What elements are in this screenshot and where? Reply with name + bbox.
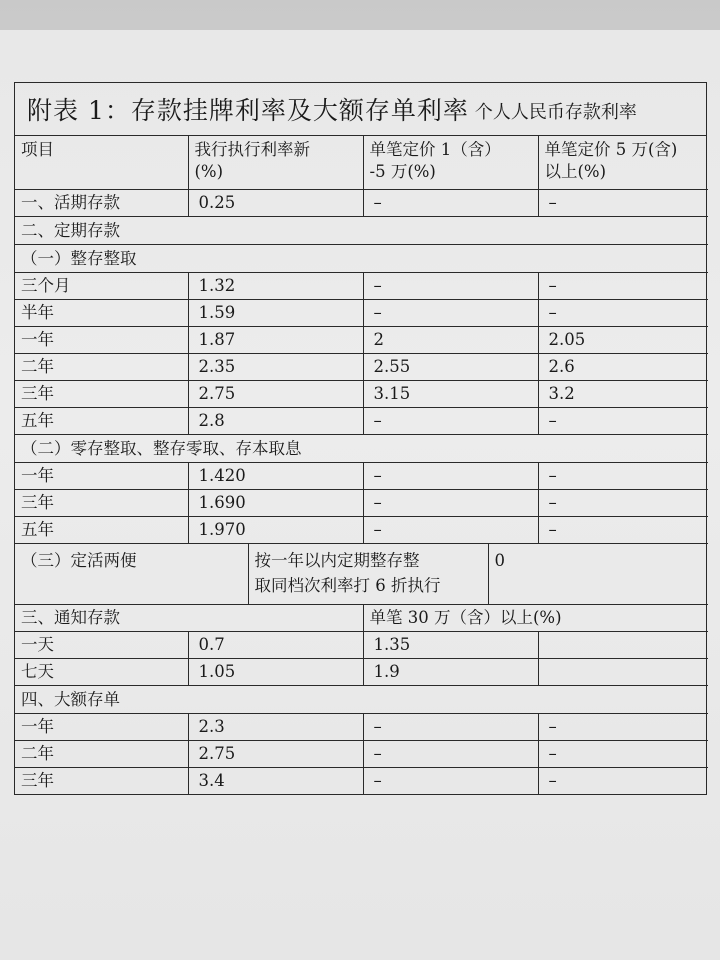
empty-cell [538,632,708,659]
tier1-cell: – [363,490,538,517]
term-cell: 一年 [15,463,188,490]
tier1-cell: 1.35 [363,632,538,659]
rate-cell: 1.420 [188,463,363,490]
term-cell: 三个月 [15,273,188,300]
section-row [15,245,708,273]
header-item: 项目 [15,136,188,190]
section-label: 二、定期存款 [15,217,708,245]
tier2-cell: – [538,408,708,435]
table-row [15,463,708,490]
flexible-deposit-row [15,544,708,605]
rate-cell: 1.32 [188,273,363,300]
table-row [15,354,708,381]
term-cell: 二年 [15,741,188,768]
empty-cell [538,659,708,686]
tier2-cell: – [538,463,708,490]
table-row [15,714,708,741]
section-label: （一）整存整取 [15,245,708,273]
page-subtitle: 个人人民币存款利率 [474,102,637,123]
tier2-cell: – [538,517,708,544]
table-row [15,490,708,517]
tier1-cell: – [363,714,538,741]
header-5wan-plus: 单笔定价 5 万(含) 以上(%) [538,136,708,190]
flexible-rule: 按一年以内定期整存整 取同档次利率打 6 折执行 [248,544,488,605]
table-row [15,632,708,659]
tier1-cell: – [363,741,538,768]
table-row [15,517,708,544]
rate-cell: 2.8 [188,408,363,435]
table-row [15,768,708,795]
flexible-deposit-table [15,543,708,604]
page-title: 附表 1：存款挂牌利率及大额存单利率 [27,96,469,125]
section-row [15,435,708,463]
table-title [15,83,706,136]
rate-cell: 1.690 [188,490,363,517]
tier2-cell: – [538,190,708,217]
tier1-cell: 2 [363,327,538,354]
tier2-cell: – [538,273,708,300]
rate-cell: 1.05 [188,659,363,686]
row-label: （三）定活两便 [15,544,248,605]
paper-sheet [0,30,720,960]
tier1-cell: – [363,300,538,327]
table-row [15,300,708,327]
term-cell: 三年 [15,381,188,408]
rate-table-frame [14,82,707,795]
row-label: 一、活期存款 [15,190,188,217]
rate-cell: 0.7 [188,632,363,659]
table-row [15,741,708,768]
term-cell: 五年 [15,408,188,435]
section-row [15,686,708,714]
term-cell: 一天 [15,632,188,659]
tier2-cell: – [538,490,708,517]
rate-cell: 1.970 [188,517,363,544]
rate-cell: 1.59 [188,300,363,327]
tier2-cell: – [538,741,708,768]
table-row [15,327,708,354]
tier2-cell: – [538,300,708,327]
section-label: 三、通知存款 [15,605,363,632]
tier1-cell: – [363,273,538,300]
section-row [15,217,708,245]
tier2-cell: – [538,714,708,741]
tier2-cell: 2.05 [538,327,708,354]
rate-cell: 0.25 [188,190,363,217]
tier1-cell: – [363,517,538,544]
section-label: 四、大额存单 [15,686,708,714]
tier1-cell: 3.15 [363,381,538,408]
tier1-cell: 1.9 [363,659,538,686]
table-row [15,190,708,217]
tier2-cell: 2.6 [538,354,708,381]
term-cell: 二年 [15,354,188,381]
notice-tier-label: 单笔 30 万（含）以上(%) [363,605,708,632]
term-cell: 一年 [15,714,188,741]
rate-cell: 2.75 [188,741,363,768]
term-cell: 三年 [15,490,188,517]
header-1-to-5wan: 单笔定价 1（含） -5 万(%) [363,136,538,190]
term-cell: 七天 [15,659,188,686]
rate-cell: 2.3 [188,714,363,741]
rate-cell: 3.4 [188,768,363,795]
tier2-cell: 3.2 [538,381,708,408]
tier1-cell: – [363,463,538,490]
table-row [15,273,708,300]
tier1-cell: – [363,768,538,795]
rate-cell: 1.87 [188,327,363,354]
rate-cell: 2.35 [188,354,363,381]
term-cell: 三年 [15,768,188,795]
section-label: （二）零存整取、整存零取、存本取息 [15,435,708,463]
rate-cell: 2.75 [188,381,363,408]
table-row [15,659,708,686]
tier1-cell: – [363,190,538,217]
notice-cd-table [15,604,708,794]
section-row [15,605,708,632]
table-row [15,408,708,435]
tier2-cell: – [538,768,708,795]
flexible-value: 0 [488,544,708,605]
tier1-cell: 2.55 [363,354,538,381]
term-cell: 五年 [15,517,188,544]
term-cell: 半年 [15,300,188,327]
tier1-cell: – [363,408,538,435]
header-row [15,136,708,190]
rate-table [15,136,708,543]
table-row [15,381,708,408]
header-our-rate: 我行执行利率新 (%) [188,136,363,190]
term-cell: 一年 [15,327,188,354]
